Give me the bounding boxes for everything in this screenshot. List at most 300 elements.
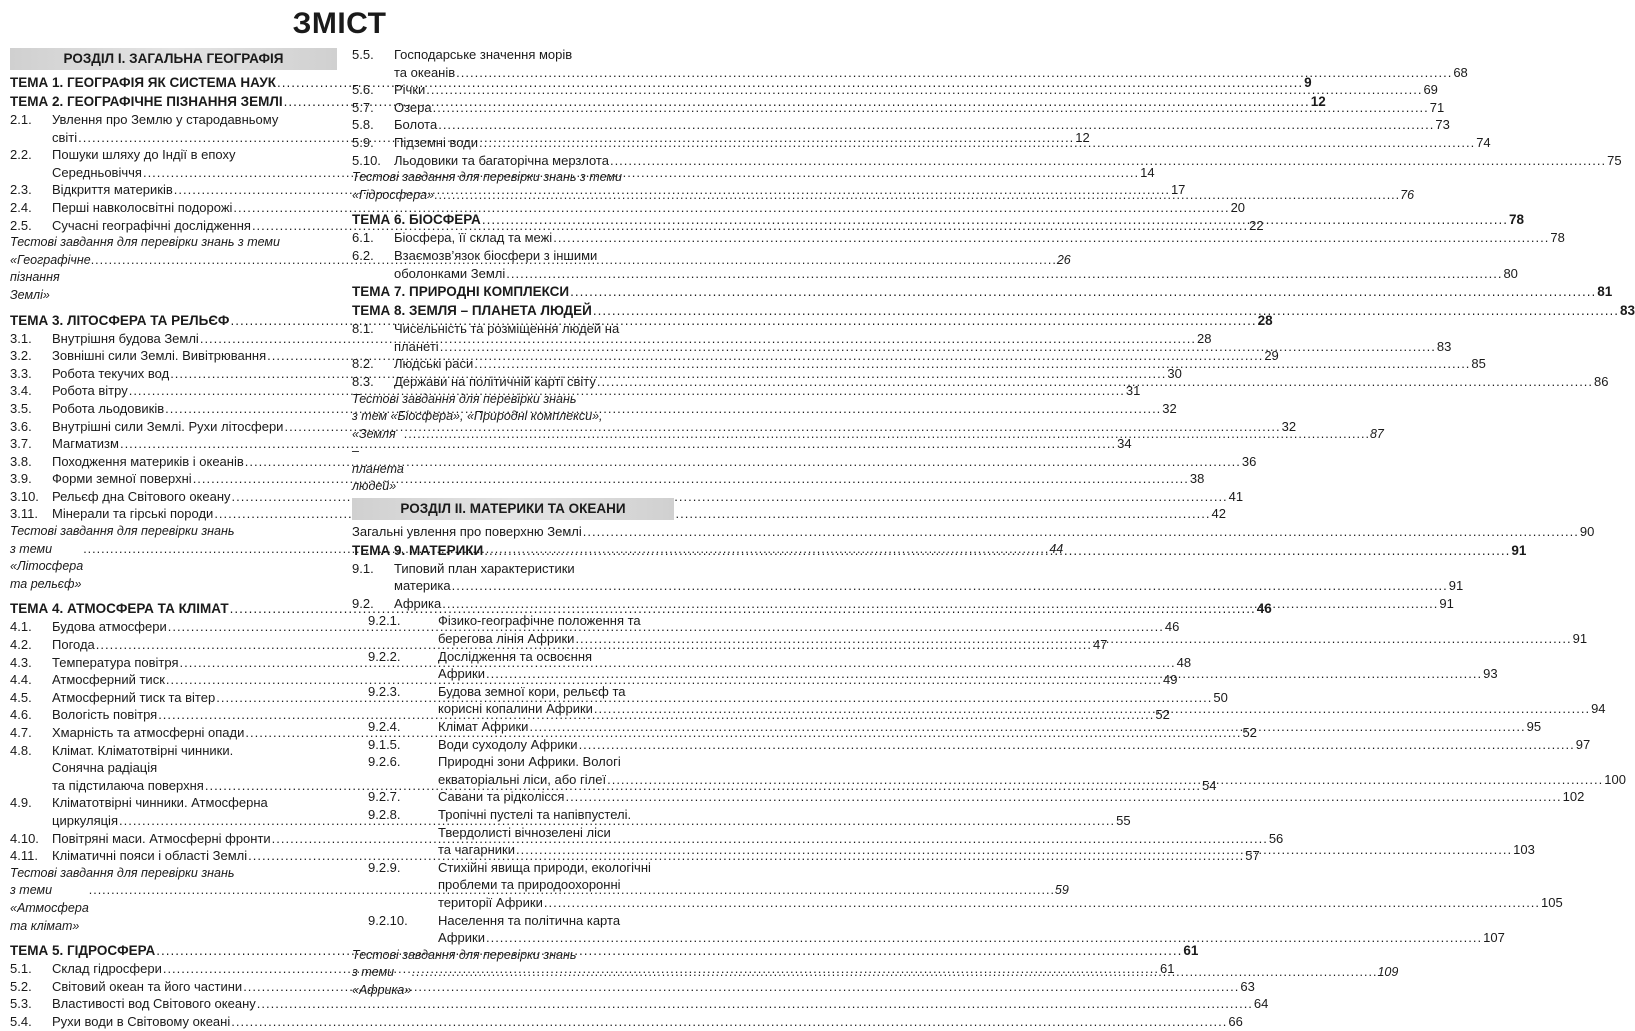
entry-title-text: Робота текучих вод xyxy=(52,365,170,381)
dot-leader xyxy=(486,929,1482,947)
dot-leader xyxy=(442,595,1438,613)
entry-number: 4.8. xyxy=(10,742,32,758)
entry-number: 3.4. xyxy=(10,383,32,399)
entry-title-text: Вологість повітря xyxy=(52,707,158,723)
entry-title-line: Тестові завдання для перевірки знань xyxy=(10,524,235,539)
dot-leader xyxy=(570,282,1596,301)
entry-title-line: Природні зони Африки. Вологі xyxy=(438,754,621,770)
toc-entry[interactable] xyxy=(10,470,1205,488)
entry-last-line xyxy=(394,229,1565,247)
entry-title-text: території Африки xyxy=(438,894,543,910)
entry-number: 5.9. xyxy=(352,134,374,150)
page-number: 83 xyxy=(1620,303,1635,319)
entry-title-text: та океанів xyxy=(394,64,456,80)
page-number: 73 xyxy=(1435,117,1450,133)
entry-body xyxy=(394,46,1468,81)
entry-number: 5.10. xyxy=(352,152,381,168)
page-number: 93 xyxy=(1483,666,1498,682)
entry-last-line xyxy=(438,630,1587,648)
entry-last-line xyxy=(438,788,1584,806)
dot-leader xyxy=(594,700,1590,718)
entry-title-text: оболонками Землі xyxy=(394,265,506,281)
entry-number: 2.2. xyxy=(10,147,32,163)
entry-body xyxy=(438,612,1587,647)
entry-title-text: Перші навколосвітні подорожі xyxy=(52,199,233,215)
toc-entry[interactable] xyxy=(352,116,1450,134)
page-number: 97 xyxy=(1575,736,1591,752)
entry-number: 6.2. xyxy=(352,247,374,263)
entry-last-line xyxy=(438,665,1498,683)
page-title: ЗМІСТ xyxy=(292,7,387,40)
toc-entry[interactable] xyxy=(10,435,1132,453)
page-number: 68 xyxy=(1453,64,1468,80)
entry-body xyxy=(394,373,1609,391)
page-number: 36 xyxy=(1241,453,1257,469)
toc-entry[interactable] xyxy=(10,1013,1243,1031)
entry-last-line xyxy=(394,81,1438,99)
page-number: 61 xyxy=(1159,961,1175,977)
entry-last-line xyxy=(394,338,1451,356)
entry-body xyxy=(52,1013,1243,1031)
dot-leader xyxy=(474,355,1470,373)
entry-number: 4.3. xyxy=(10,654,32,670)
dot-leader xyxy=(506,265,1502,283)
entry-number: 5.8. xyxy=(352,117,374,133)
entry-title-text: Болота xyxy=(394,117,438,133)
toc-entry[interactable] xyxy=(352,560,1464,595)
topic-title: ТЕМА 2. ГЕОГРАФІЧНЕ ПІЗНАННЯ ЗЕМЛІ xyxy=(10,94,283,109)
entry-title-text: циркуляція xyxy=(52,812,118,828)
entry-title-line: проблеми та природоохоронні xyxy=(438,877,621,893)
entry-title-text: Хмарність та атмосферні опади xyxy=(52,725,245,740)
page-number: 91 xyxy=(1439,595,1454,611)
entry-title-text: Підземні води xyxy=(394,134,479,150)
dot-leader xyxy=(593,301,1619,320)
entry-number: 3.8. xyxy=(10,453,32,469)
entry-title-text: Середньовіччя xyxy=(52,164,142,180)
entry-title-line: Кліматотвірні чинники. Атмосферна xyxy=(52,795,268,811)
topic-title: ТЕМА 6. БІОСФЕРА xyxy=(352,212,481,228)
toc-entry[interactable] xyxy=(352,229,1565,247)
entry-last-line xyxy=(394,355,1486,373)
entry-title-text: Мінерали та гірські породи xyxy=(52,506,214,522)
entry-number: 5.4. xyxy=(10,1013,32,1029)
dot-leader xyxy=(486,665,1482,683)
entry-number: 3.5. xyxy=(10,400,32,416)
page-number: 38 xyxy=(1189,471,1205,487)
entry-number: 9.2.6. xyxy=(368,754,401,770)
entry-title-text: берегова лінія Африки xyxy=(438,631,575,647)
entry-title-text: Погода xyxy=(52,637,95,653)
entry-number: 4.5. xyxy=(10,689,32,705)
page-number: 66 xyxy=(1228,1013,1243,1029)
entry-number: 9.2.9. xyxy=(368,859,401,875)
entry-title-text: Світовий океан та його частини xyxy=(52,978,243,994)
section-heading: РОЗДІЛ І. ЗАГАЛЬНА ГЕОГРАФІЯ xyxy=(10,48,337,70)
dot-leader xyxy=(579,736,1575,754)
entry-number: 3.10. xyxy=(10,488,39,504)
page-number: 9 xyxy=(1304,75,1312,90)
entry-last-line xyxy=(52,1013,1243,1031)
entry-number: 9.1. xyxy=(352,560,374,576)
page-number: 30 xyxy=(1167,365,1182,381)
entry-number: 3.7. xyxy=(10,436,32,452)
page-number: 69 xyxy=(1423,82,1438,98)
entry-title-text: Біосфера, її склад та межі xyxy=(394,230,553,246)
page-number: 85 xyxy=(1471,356,1486,372)
entry-number: 2.1. xyxy=(10,112,32,127)
topic-title: ТЕМА 4. АТМОСФЕРА ТА КЛІМАТ xyxy=(10,601,229,617)
entry-title-text: Походження материків і океанів xyxy=(52,453,244,469)
entry-title-text: «Географічне пізнання Землі» xyxy=(10,252,91,302)
entry-last-line xyxy=(438,894,1563,912)
entry-title-text: та підстилаюча поверхня xyxy=(52,777,204,793)
entry-body xyxy=(394,595,1454,613)
dot-leader xyxy=(482,210,1508,229)
entry-title-text: Склад гідросфери xyxy=(52,961,162,977)
page-number: 76 xyxy=(1400,187,1415,202)
entry-title-line: Клімат. Кліматотвірні чинники. xyxy=(52,742,234,758)
page-number: 41 xyxy=(1228,488,1244,504)
dot-leader xyxy=(479,134,1475,152)
entry-title-text: з теми «Атмосфера та клімат» xyxy=(10,883,89,933)
entry-title-text: корисні копалини Африки xyxy=(438,701,593,717)
toc-entry[interactable] xyxy=(352,81,1438,99)
topic-title: ТЕМА 9. МАТЕРИКИ xyxy=(352,542,484,558)
entry-number: 8.3. xyxy=(352,373,374,389)
entry-last-line xyxy=(394,64,1468,82)
entry-number: 4.1. xyxy=(10,619,32,635)
entry-number: 8.2. xyxy=(352,356,374,372)
entry-title-text: Загальні увлення про поверхню Землі xyxy=(352,524,582,540)
entry-body xyxy=(394,152,1622,170)
entry-title-text: Властивості вод Світового океану xyxy=(52,996,256,1012)
page-number: 105 xyxy=(1541,894,1563,910)
entry-number: 4.10. xyxy=(10,830,39,846)
entry-number: 4.2. xyxy=(10,637,32,653)
entry-number: 9.2.10. xyxy=(368,912,408,928)
entry-title-line: Чисельність та розміщення людей на xyxy=(394,321,620,337)
entry-last-line xyxy=(352,523,1594,541)
dot-leader xyxy=(440,338,1436,356)
entry-title-text: Повітряні маси. Атмосферні фронти xyxy=(52,830,271,846)
toc-entry[interactable] xyxy=(10,995,1269,1013)
entry-last-line xyxy=(394,99,1444,117)
toc-subentry[interactable] xyxy=(352,736,1591,754)
dot-leader xyxy=(583,523,1579,541)
entry-title-text: Савани та рідколісся xyxy=(438,789,565,805)
page-number: 109 xyxy=(1377,965,1399,980)
entry-number: 9.2.4. xyxy=(368,719,401,734)
page-number: 55 xyxy=(1116,812,1131,828)
dot-leader xyxy=(607,771,1603,789)
page-number: 64 xyxy=(1253,996,1269,1012)
toc-entry[interactable] xyxy=(10,418,1297,436)
entry-title-line: Будова земної кори, рельєф та xyxy=(438,683,626,699)
page-number: 87 xyxy=(1369,426,1384,441)
entry-title-text: з теми «Африка» xyxy=(352,965,412,997)
topic-entry[interactable] xyxy=(352,282,1613,301)
entry-title-text: Держави на політичній карті світу xyxy=(394,373,596,389)
page-number: 90 xyxy=(1579,524,1595,540)
toc-entry[interactable] xyxy=(10,960,1175,978)
dot-leader xyxy=(553,229,1549,247)
dot-leader xyxy=(597,373,1593,391)
dot-leader xyxy=(516,841,1512,859)
dot-leader xyxy=(544,894,1540,912)
dot-leader xyxy=(575,630,1571,648)
entry-title-text: Атмосферний тиск та вітер xyxy=(52,689,216,705)
dot-leader xyxy=(484,541,1510,560)
page-number: 94 xyxy=(1591,701,1606,717)
entry-body xyxy=(438,683,1606,718)
entry-number: 4.9. xyxy=(10,795,32,811)
entry-title-text: Зовнішні сили Землі. Вивітрювання xyxy=(52,348,267,364)
dot-leader xyxy=(452,577,1448,595)
page-number: 48 xyxy=(1176,654,1192,670)
page-number: 100 xyxy=(1604,771,1626,787)
entry-title-text: «Гідросфера» xyxy=(352,187,434,202)
entry-title-text: Будова атмосфери xyxy=(52,619,167,635)
page-number: 91 xyxy=(1448,578,1464,594)
entry-title-text: Атмосферний тиск xyxy=(52,672,165,688)
entry-body xyxy=(438,806,1535,859)
entry-title-line: Населення та політична карта xyxy=(438,912,621,928)
entry-number: 5.2. xyxy=(10,978,32,994)
topic-title: ТЕМА 8. ЗЕМЛЯ – ПЛАНЕТА ЛЮДЕЙ xyxy=(352,303,592,319)
entry-body xyxy=(394,116,1450,134)
entry-title-line: Типовий план характеристики xyxy=(394,560,575,576)
entry-last-line xyxy=(394,595,1454,613)
page-number: 61 xyxy=(1183,943,1199,959)
entry-title-text: Африка xyxy=(394,595,442,611)
dot-leader xyxy=(231,1013,1227,1031)
entry-number: 9.2.3. xyxy=(368,683,401,699)
entry-body xyxy=(394,229,1565,247)
page-number: 31 xyxy=(1125,383,1141,399)
entry-title-line: Тропічні пустелі та напівпустелі. xyxy=(438,806,632,822)
entry-title-line: Тестові завдання для перевірки знань з теми xyxy=(352,170,622,185)
entry-number: 4.4. xyxy=(10,672,32,688)
entry-title-line: Пошуки шляху до Індії в епоху xyxy=(52,147,236,163)
entry-title-text: та чагарники xyxy=(438,842,515,858)
entry-title-line: Тестові завдання для перевірки знань xyxy=(352,947,577,962)
entry-title-line: Увлення про Землю у стародавньому xyxy=(52,112,279,127)
entry-number: 9.2. xyxy=(352,595,374,611)
entry-title-text: Температура повітря xyxy=(52,654,179,670)
entry-number: 3.2. xyxy=(10,348,32,364)
entry-title-text: Внутрішня будова Землі xyxy=(52,330,199,346)
page-number: 56 xyxy=(1268,830,1284,846)
page-number: 20 xyxy=(1230,199,1246,215)
entry-title-text: «Земля – планета людей» xyxy=(352,426,404,494)
dot-leader xyxy=(433,99,1429,117)
entry-title-text: Кліматичні пояси і області Землі xyxy=(52,848,248,864)
entry-number: 5.6. xyxy=(352,82,374,98)
toc-subentry[interactable] xyxy=(352,788,1585,806)
entry-last-line xyxy=(438,736,1590,754)
entry-last-line xyxy=(438,771,1626,789)
page-number: 32 xyxy=(1162,400,1177,416)
entry-body xyxy=(438,753,1626,788)
toc-subentry[interactable] xyxy=(352,912,1505,947)
entry-number: 3.1. xyxy=(10,330,32,346)
page-number: 28 xyxy=(1257,312,1273,328)
entry-title-text: Африки xyxy=(438,930,485,946)
entry-number: 9.2.2. xyxy=(368,648,401,664)
entry-number: 4.7. xyxy=(10,725,32,740)
entry-title-line: Тестові завдання для перевірки знань xyxy=(10,865,235,880)
page-number: 91 xyxy=(1511,542,1527,558)
toc-entry[interactable] xyxy=(352,523,1595,541)
entry-number: 4.11. xyxy=(10,848,38,864)
entry-title-text: Африки xyxy=(438,666,485,682)
page-number: 17 xyxy=(1170,182,1186,198)
entry-last-line xyxy=(438,841,1535,859)
entry-last-line xyxy=(394,373,1609,391)
entry-title-text: Сучасні географічні дослідження xyxy=(52,217,251,233)
entry-last-line xyxy=(394,152,1622,170)
entry-number: 2.5. xyxy=(10,217,32,233)
entry-title-line: Тестові завдання для перевірки знань з теми xyxy=(10,235,280,250)
entry-title-text: Озера xyxy=(394,99,432,115)
entry-last-line xyxy=(394,577,1463,595)
page-number: 95 xyxy=(1526,719,1542,734)
entry-last-line xyxy=(438,929,1505,947)
dot-leader xyxy=(456,64,1452,82)
entry-title-text: Води суходолу Африки xyxy=(438,736,578,752)
entry-number: 5.5. xyxy=(352,47,374,62)
entry-title-text: з теми «Літосфера та рельєф» xyxy=(10,541,84,591)
entry-body xyxy=(438,912,1505,947)
dot-leader xyxy=(565,788,1561,806)
entry-number: 9.2.1. xyxy=(368,613,401,629)
dot-leader xyxy=(529,718,1525,736)
entry-last-line xyxy=(438,718,1541,736)
dot-leader xyxy=(411,964,1377,999)
entry-body xyxy=(394,99,1444,117)
dot-leader xyxy=(426,81,1422,99)
page-number: 46 xyxy=(1164,619,1180,635)
entry-body xyxy=(394,247,1518,282)
entry-last-line xyxy=(394,134,1491,152)
page-number: 29 xyxy=(1264,348,1279,364)
entry-number: 5.3. xyxy=(10,996,32,1012)
entry-body xyxy=(438,859,1563,912)
page-number: 75 xyxy=(1607,152,1622,168)
entry-number: 3.11. xyxy=(10,506,38,522)
page-number: 91 xyxy=(1572,631,1588,647)
page-number: 59 xyxy=(1054,883,1069,898)
page-number: 49 xyxy=(1163,672,1178,688)
entry-title-text: материка xyxy=(394,578,451,594)
page-number: 57 xyxy=(1245,848,1260,864)
page-number: 32 xyxy=(1281,418,1297,434)
section-heading: РОЗДІЛ ІІ. МАТЕРИКИ ТА ОКЕАНИ xyxy=(352,498,674,520)
toc-entry[interactable] xyxy=(352,46,1468,81)
entry-body xyxy=(438,648,1498,683)
page-number: 12 xyxy=(1310,94,1326,109)
entry-number: 2.3. xyxy=(10,182,32,198)
entry-body xyxy=(394,320,1451,355)
entry-title-text: планеті xyxy=(394,338,439,354)
page-number: 52 xyxy=(1242,725,1257,740)
page-number: 81 xyxy=(1597,284,1613,300)
entry-body xyxy=(438,788,1584,806)
dot-leader xyxy=(434,187,1400,205)
entry-number: 8.1. xyxy=(352,321,374,337)
entry-title-line: Взаємозв’язок біосфери з іншими xyxy=(394,247,598,263)
toc-entry[interactable] xyxy=(352,152,1622,170)
entry-title-text: Річки xyxy=(394,82,426,98)
page-number: 86 xyxy=(1594,373,1609,389)
entry-title-line: Твердолисті вічнозелені ліси xyxy=(438,824,611,840)
page-number: 71 xyxy=(1429,99,1445,115)
toc-entry[interactable] xyxy=(10,453,1257,471)
entry-number: 9.2.7. xyxy=(368,789,401,805)
page-number: 74 xyxy=(1476,134,1491,150)
entry-number: 5.1. xyxy=(10,961,32,977)
entry-number: 5.7. xyxy=(352,99,374,115)
page-number: 63 xyxy=(1240,978,1255,994)
entry-title-text: Людські раси xyxy=(394,356,474,372)
entry-last-line xyxy=(438,700,1606,718)
entry-number: 9.2.8. xyxy=(368,806,401,822)
page-number: 107 xyxy=(1483,930,1505,946)
entry-title-text: Відкриття материків xyxy=(52,182,173,198)
page-number: 103 xyxy=(1513,842,1535,858)
page-number: 83 xyxy=(1436,338,1452,354)
page-number: 50 xyxy=(1213,689,1228,705)
page-number: 80 xyxy=(1503,265,1518,281)
entry-title-text: світі xyxy=(52,129,78,145)
topic-title: ТЕМА 7. ПРИРОДНІ КОМПЛЕКСИ xyxy=(352,284,570,300)
entry-title-text: Внутрішні сили Землі. Рухи літосфери xyxy=(52,418,284,434)
entry-title-text: Робота вітру xyxy=(52,383,128,399)
page-number: 12 xyxy=(1075,129,1090,145)
entry-title-text: Магматизм xyxy=(52,436,119,452)
entry-body xyxy=(394,355,1486,373)
entry-title-text: екваторіальні ліси, або гілеї xyxy=(438,771,607,787)
page-number: 26 xyxy=(1056,252,1071,267)
entry-number: 4.6. xyxy=(10,707,32,723)
page-number: 54 xyxy=(1202,777,1217,793)
entry-title-line: Фізико-географічне положення та xyxy=(438,613,641,629)
page-number: 47 xyxy=(1092,637,1108,653)
page-number: 14 xyxy=(1140,164,1155,180)
toc-entry[interactable] xyxy=(10,199,1246,217)
entry-title-text: Клімат Африки xyxy=(438,719,529,734)
entry-number: 3.3. xyxy=(10,365,32,381)
entry-body xyxy=(394,81,1438,99)
entry-body xyxy=(438,736,1590,754)
page-number: 78 xyxy=(1508,212,1525,228)
page-number: 52 xyxy=(1155,707,1170,723)
page-number: 44 xyxy=(1049,541,1064,556)
page-number: 34 xyxy=(1117,436,1132,452)
entry-body xyxy=(394,134,1491,152)
entry-number: 9.1.5. xyxy=(368,736,401,752)
entry-number: 3.6. xyxy=(10,418,32,434)
dot-leader xyxy=(610,152,1606,170)
entry-title-text: Робота льодовиків xyxy=(52,400,165,416)
entry-title-line: Господарське значення морів xyxy=(394,47,573,62)
entry-title-text: Форми земної поверхні xyxy=(52,471,192,487)
topic-title: ТЕМА 5. ГІДРОСФЕРА xyxy=(10,943,156,959)
toc-entry[interactable] xyxy=(10,488,1244,506)
entry-number: 6.1. xyxy=(352,230,374,246)
entry-title-text: Рельєф дна Світового океану xyxy=(52,488,231,504)
